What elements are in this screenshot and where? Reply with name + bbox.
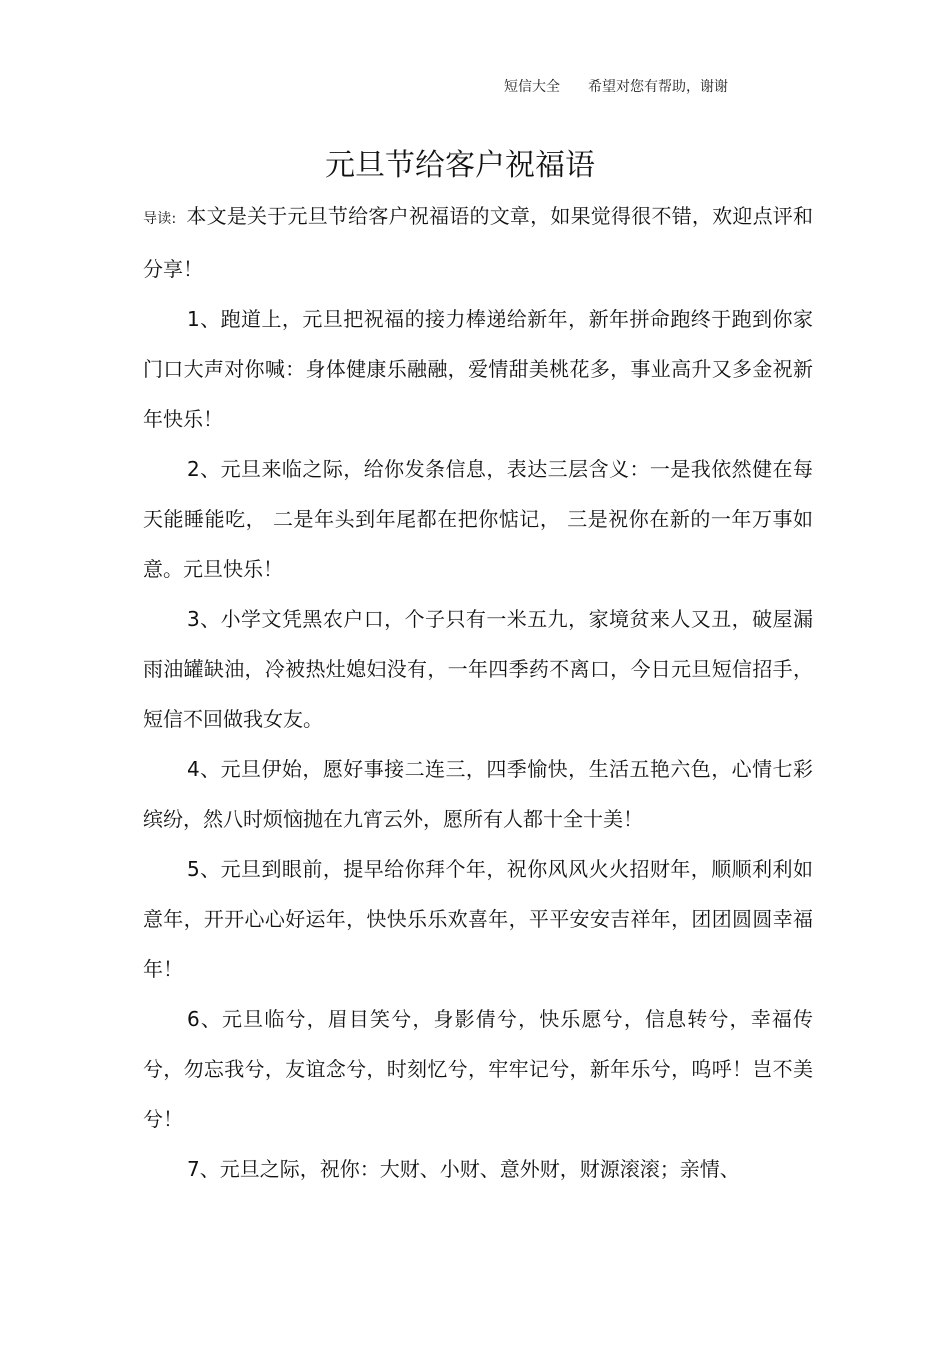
intro-text: 本文是关于元旦节给客户祝福语的文章，如果觉得很不错，欢迎点评和分享！ [143,204,814,281]
paragraph-5: 5、元旦到眼前，提早给你拜个年，祝你风风火火招财年，顺顺利利如意年，开开心心好运年，快快乐乐欢喜年，平平安安吉祥年，团团圆圆幸福年！ [143,857,813,981]
header-note [504,76,728,96]
paragraph-1: 1、跑道上，元旦把祝福的接力棒递给新年，新年拼命跑终于跑到你家门口大声对你喊：身体健康乐融融，爱情甜美桃花多，事业高升又多金祝新年快乐！ [143,307,813,431]
header-thanks: 希望对您有帮助，谢谢 [588,79,728,95]
document-body [143,191,813,1194]
paragraph-6: 6、元旦临兮，眉目笑兮，身影倩兮，快乐愿兮，信息转兮，幸福传兮，勿忘我兮，友谊念兮，时刻忆兮，牢牢记兮，新年乐兮，呜呼！岂不美兮！ [143,1007,813,1131]
paragraph-3: 3、小学文凭黑农户口，个子只有一米五九，家境贫来人又丑，破屋漏雨油罐缺油，冷被热灶媳妇没有，一年四季药不离口，今日元旦短信招手，短信不回做我女友。 [143,607,813,731]
document-title: 元旦节给客户祝福语 [325,148,595,183]
paragraph-7: 7、元旦之际，祝你：大财、小财、意外财，财源滚滚；亲情、 [187,1157,740,1181]
intro-paragraph [143,191,813,294]
intro-label: 导读: [143,211,177,227]
paragraph-4: 4、元旦伊始，愿好事接二连三，四季愉快，生活五艳六色，心情七彩缤纷，然八时烦恼抛在九宵云外，愿所有人都十全十美！ [143,757,813,831]
paragraph-2: 2、元旦来临之际，给你发条信息，表达三层含义：一是我依然健在每天能睡能吃， 二是年头到年尾都在把你惦记， 三是祝你在新的一年万事如意。元旦快乐！ [143,457,813,581]
header-site: 短信大全 [504,79,560,95]
